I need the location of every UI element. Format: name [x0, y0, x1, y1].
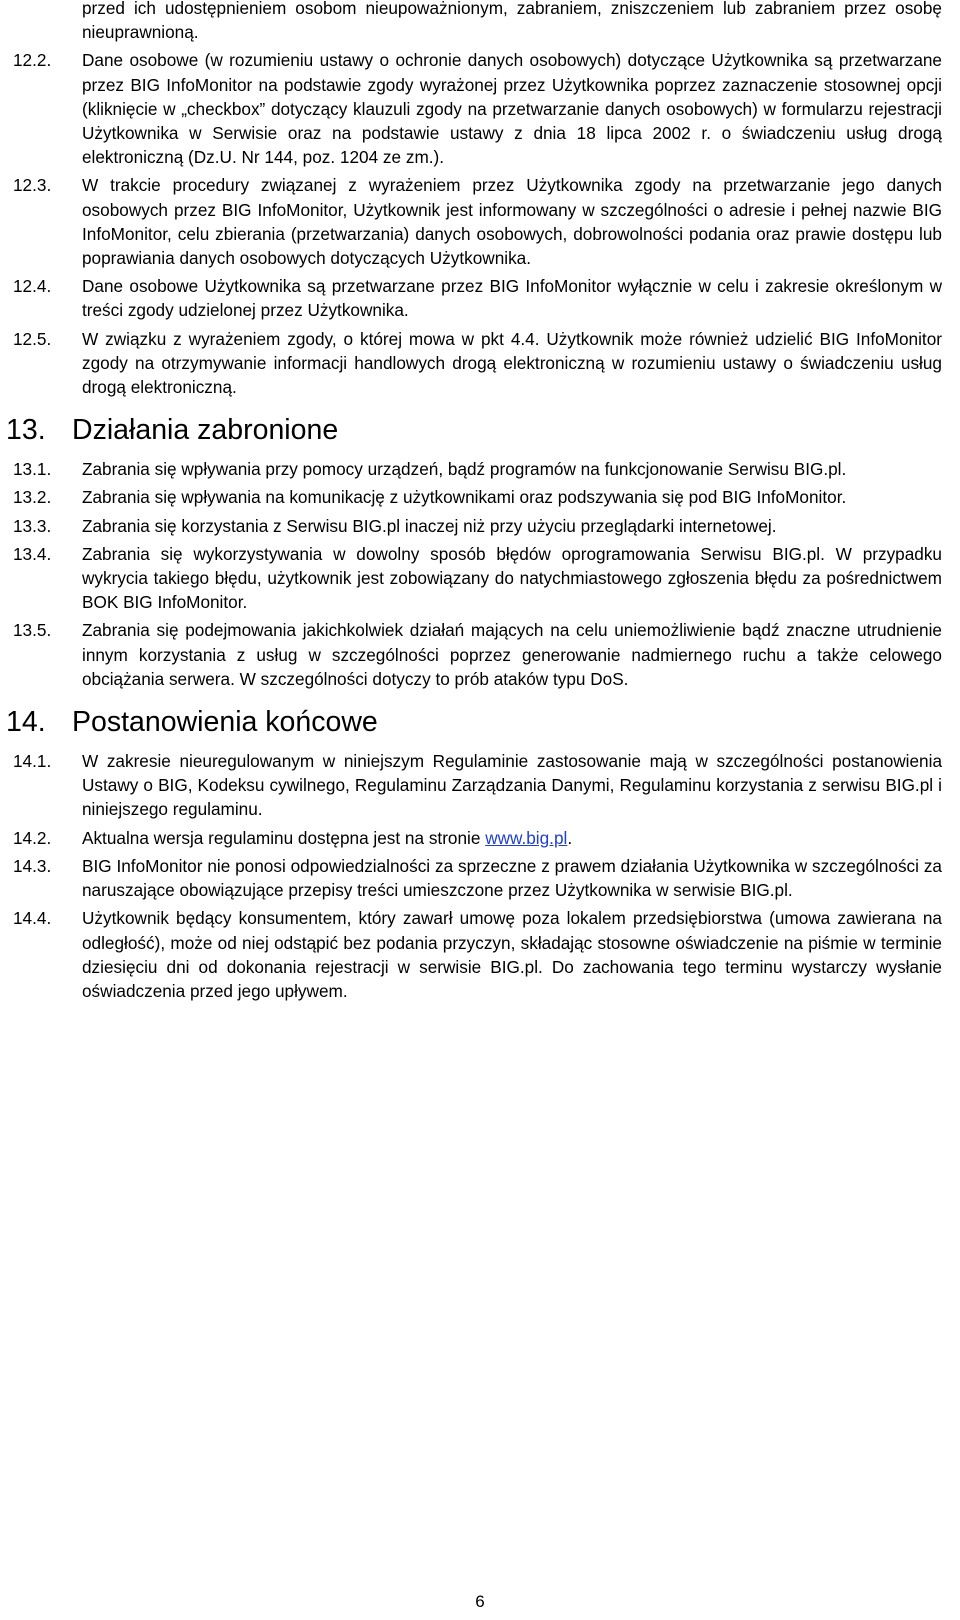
paragraph-number: 13.1.: [13, 459, 52, 480]
paragraph-text: Dane osobowe Użytkownika są przetwarzane przez BIG InfoMonitor wyłącznie w celu i zakresie określonym w treści zgody udzielonej przez Użytkownika.: [82, 276, 942, 321]
paragraph-12-2: [0, 48, 960, 169]
paragraph-text: W związku z wyrażeniem zgody, o której mowa w pkt 4.4. Użytkownik może również udzielić BIG InfoMonitor zgody na otrzymywanie informacji handlowych drogą elektroniczną w rozumieniu ustawy o świadczeniu usług drogą elektroniczną.: [82, 328, 942, 398]
paragraph-14-4: [0, 906, 960, 1003]
paragraph-13-2: [0, 485, 960, 509]
page-number: 6: [475, 1592, 485, 1611]
paragraph-12-3: [0, 173, 960, 270]
paragraph-text: W zakresie nieuregulowanym w niniejszym Regulaminie zastosowanie mają w szczególności postanowienia Ustawy o BIG, Kodeksu cywilnego, Regulaminu Zarządzania Danymi, Regulaminu korzystania z serwisu BIG.pl i niniejszego regulaminu.: [82, 751, 942, 820]
section-heading-14: [0, 705, 960, 739]
paragraph-number: 12.2.: [13, 50, 52, 71]
section-title: Postanowienia końcowe: [72, 706, 378, 739]
paragraph-text: Zabrania się korzystania z Serwisu BIG.pl inaczej niż przy użyciu przeglądarki internetowej.: [82, 515, 777, 536]
paragraph-number: 13.3.: [13, 515, 52, 536]
section-number: 13.: [6, 414, 46, 447]
paragraph-text: BIG InfoMonitor nie ponosi odpowiedzialności za sprzeczne z prawem działania Użytkownika w szczególności za naruszające obowiązujące przepisy treści umieszczone przez Użytkownika w serwisie BIG.pl.: [82, 855, 942, 901]
paragraph-13-3: [0, 514, 960, 538]
website-link[interactable]: www.big.pl: [485, 827, 568, 848]
paragraph-13-1: [0, 457, 960, 481]
paragraph-number: 12.5.: [13, 328, 52, 349]
paragraph-14-3: [0, 854, 960, 902]
paragraph-number: 14.2.: [13, 827, 52, 848]
paragraph-12-5: [0, 327, 960, 400]
paragraph-number: 13.4.: [13, 543, 52, 564]
paragraph-14-2: [0, 826, 960, 850]
section-number: 14.: [6, 706, 46, 739]
paragraph-number: 14.4.: [13, 908, 52, 929]
paragraph-13-5: [0, 618, 960, 691]
paragraph-number: 13.2.: [13, 487, 52, 508]
paragraph-text: Aktualna wersja regulaminu dostępna jest na stronie: [82, 827, 486, 848]
paragraph-number: 14.3.: [13, 855, 52, 876]
paragraph-number: 14.1.: [13, 751, 52, 772]
paragraph-text: Zabrania się wpływania na komunikację z użytkownikami oraz podszywania się pod BIG InfoMonitor.: [82, 487, 847, 508]
section-title: Działania zabronione: [72, 414, 339, 447]
paragraph-number: 13.5.: [13, 620, 52, 641]
paragraph-text: Zabrania się podejmowania jakichkolwiek działań mających na celu uniemożliwienie bądź znaczne utrudnienie innym korzystania z usług w szczególności poprzez generowanie nadmiernego ruchu a także celowego obciążania serwera. W szczególności dotyczy to prób ataków typu DoS.: [82, 620, 942, 689]
paragraph-text: W trakcie procedury związanej z wyrażeniem przez Użytkownika zgody na przetwarzanie jego danych osobowych przez BIG InfoMonitor, Użytkownik jest informowany w szczególności o adresie i pełnej nazwie BIG InfoMonitor, celu zbierania (przetwarzania) danych osobowych, dobrowolności podania oraz prawie dostępu lub poprawiania danych osobowych dotyczących Użytkownika.: [82, 175, 942, 269]
paragraph-text-end: .: [567, 827, 573, 848]
paragraph-14-1: [0, 749, 960, 822]
continuation-paragraph: [0, 0, 960, 44]
paragraph-number: 12.4.: [13, 276, 52, 297]
paragraph-text: przed ich udostępnieniem osobom nieupoważnionym, zabraniem, zniszczeniem lub zabraniem przez osobę nieuprawnioną.: [82, 0, 942, 43]
paragraph-number: 12.3.: [13, 175, 52, 196]
paragraph-text: Zabrania się wykorzystywania w dowolny sposób błędów oprogramowania Serwisu BIG.pl. W przypadku wykrycia takiego błędu, użytkownik jest zobowiązany do natychmiastowego zgłoszenia błędu za pośrednictwem BOK BIG InfoMonitor.: [82, 543, 942, 613]
paragraph-13-4: [0, 542, 960, 615]
paragraph-text: Zabrania się wpływania przy pomocy urządzeń, bądź programów na funkcjonowanie Serwisu BIG.pl.: [82, 459, 847, 480]
paragraph-text: Dane osobowe (w rozumieniu ustawy o ochronie danych osobowych) dotyczące Użytkownika są przetwarzane przez BIG InfoMonitor na podstawie zgody wyrażonej przez Użytkownika poprzez zaznaczenie stosownej opcji (kliknięcie w „checkbox” dotyczący klauzuli zgody na przetwarzanie danych osobowych) w formularzu rejestracji Użytkownika w Serwisie oraz na podstawie ustawy z dnia 18 lipca 2002 r. o świadczeniu usług drogą elektroniczną (Dz.U. Nr 144, poz. 1204 ze zm.).: [82, 50, 942, 168]
paragraph-12-4: [0, 274, 960, 322]
section-heading-13: [0, 413, 960, 447]
paragraph-text: Użytkownik będący konsumentem, który zawarł umowę poza lokalem przedsiębiorstwa (umowa zawierana na odległość), może od niej odstąpić bez podania przyczyn, składając stosowne oświadczenie na piśmie w terminie dziesięciu dni od dokonania rejestracji w serwisie BIG.pl. Do zachowania tego terminu wystarczy wysłanie oświadczenia przed jego upływem.: [82, 908, 942, 1001]
